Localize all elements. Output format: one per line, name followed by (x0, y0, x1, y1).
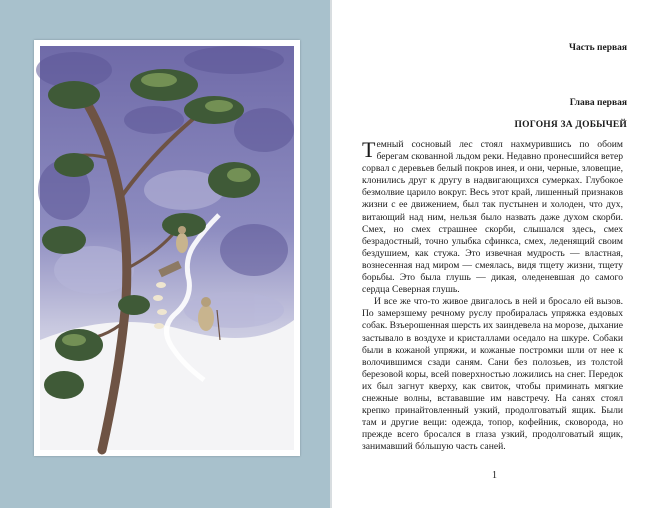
chapter-title: Глава первая (569, 98, 627, 108)
illustration (34, 40, 300, 456)
drop-cap: Т (362, 137, 376, 162)
paragraph-1 (362, 139, 623, 296)
paragraph-1-text: емный сосновый лес стоял нахмурившись по обоим берегам скованной льдом реки. Недавно пронесшийся ветер сорвал с деревьев белый покров инея, и они, черные, зловещие, клонились друг к другу в надвигающихся сумерках. Глубокое безмолвие царило вокруг. Весь этот край, лишенный признаков жизни с ее движением, был так пустынен и холоден, что дух, витающий над ним, нельзя было назвать даже духом скорби. Смех, но смех страшнее скорби, слышался здесь, смех безрадостный, точно улыбка сфинкса, смех, леденящий своим бездушием, как стужа. Это извечная мудрость — властная, вознесенная над миром — смеялась, видя тщету жизни, тщету борьбы. Это была глушь — дикая, оледеневшая до самого сердца Северная глушь. (362, 139, 623, 296)
winter-forest-illustration (34, 40, 300, 456)
chapter-body (362, 139, 623, 453)
part-title: Часть первая (569, 43, 627, 53)
paragraph-2: И все же что-то живое двигалось в ней и бросало ей вызов. По замерзшему речному руслу пробиралась упряжка ездовых собак. Взъерошенная шерсть их заиндевела на морозе, дыхание застывало в воздухе и кристаллами оседало на шкуре. Собаки были в кожаной упряжи, и кожаные постромки шли от нее к волочившимся сзади саням. Сани без полозьев, из толстой березовой коры, всей поверхностью ложились на снег. Передок их был загнут кверху, как свиток, чтобы приминать мягкие снежные волны, встававшие им навстречу. На санях стоял крепко принайтовленный узкий, продолговатый ящик. Были там и другие вещи: одежда, топор, кофейник, сковорода, но прежде всего бросался в глаза узкий, продолговатый ящик, занимавший бóльшую часть саней. (362, 296, 623, 453)
right-page (332, 0, 661, 508)
chapter-heading: ПОГОНЯ ЗА ДОБЫЧЕЙ (514, 120, 627, 130)
page-number: 1 (492, 470, 497, 481)
